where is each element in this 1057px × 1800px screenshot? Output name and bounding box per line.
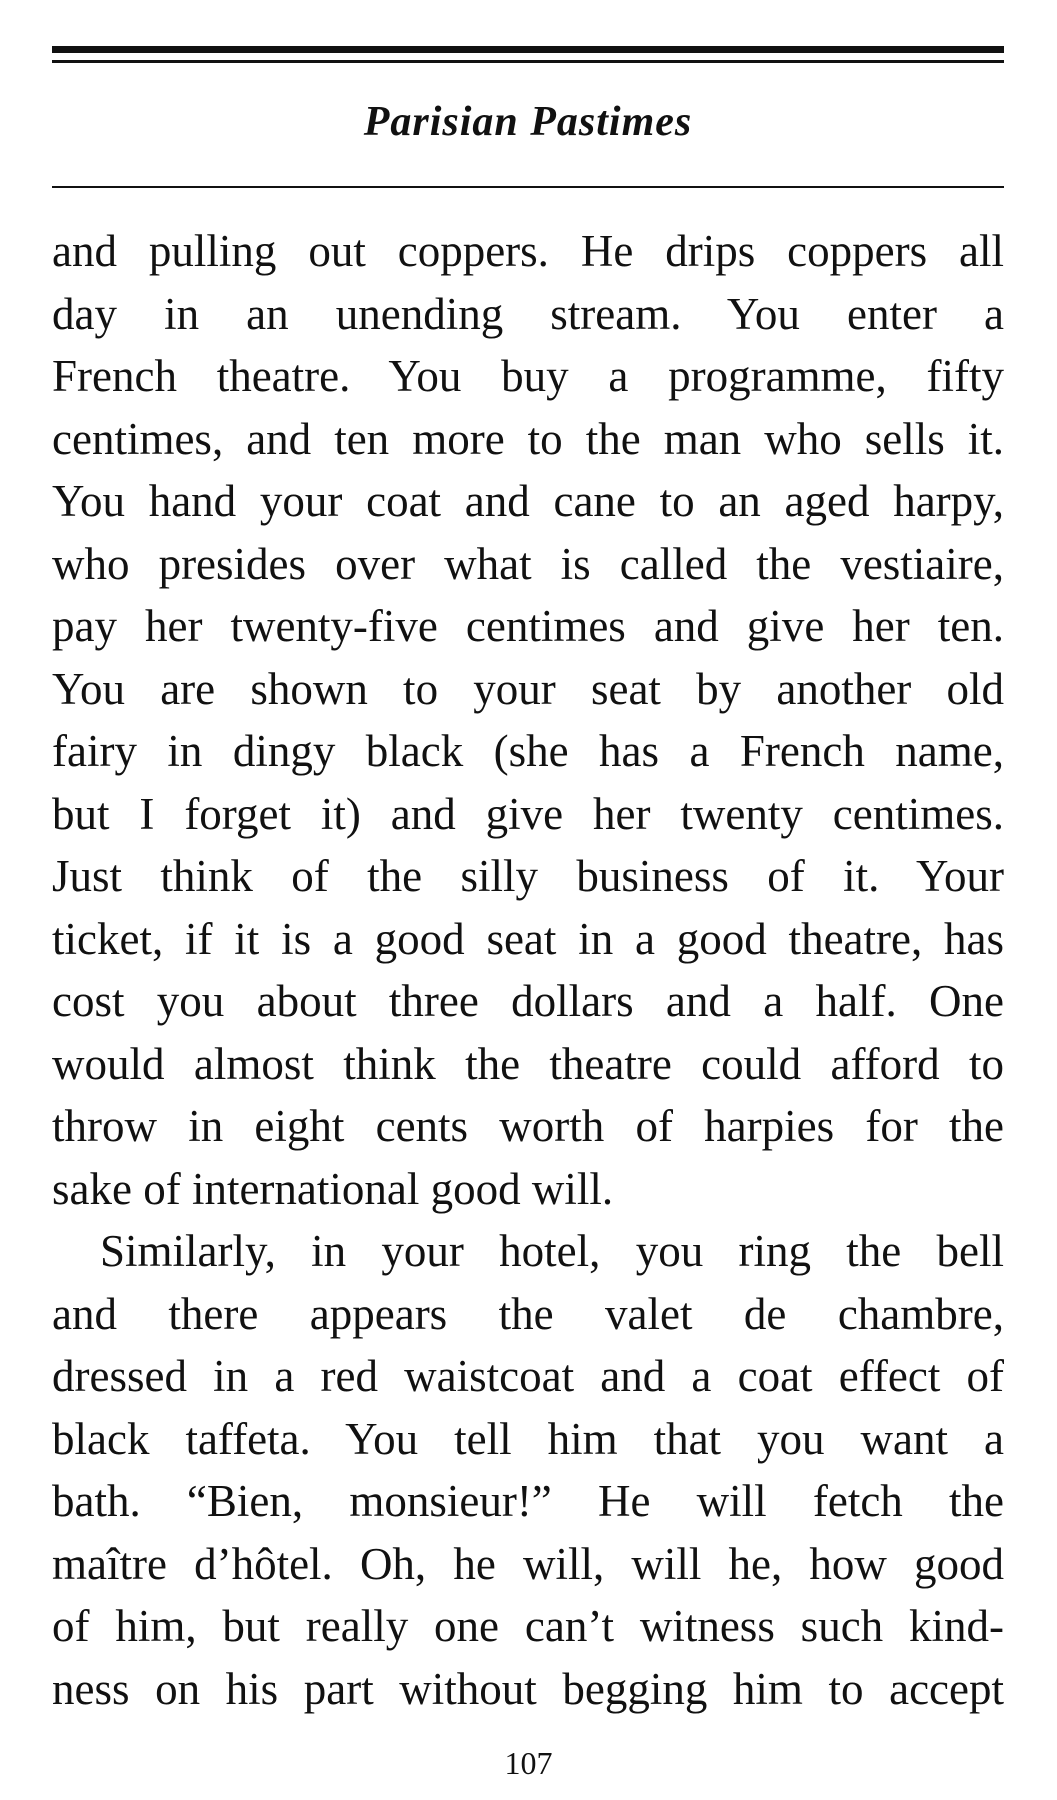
text-line: of him, but really one can’t witness such kind-: [52, 1601, 1004, 1651]
text-line: Just think of the silly business of it. Your: [52, 851, 1004, 901]
text-line: ticket, if it is a good seat in a good theatre, has: [52, 913, 1004, 964]
text-line: throw in eight cents worth of harpies for the: [52, 1101, 1004, 1151]
page-number: 107: [504, 1745, 553, 1781]
text-line: cost you about three dollars and a half. One: [52, 976, 1004, 1026]
text-line: fairy in dingy black (she has a French name,: [52, 726, 1004, 776]
body-text: [52, 220, 1004, 1720]
text-line: dressed in a red waistcoat and a coat effect of: [52, 1351, 1004, 1401]
text-line: maître d’hôtel. Oh, he will, will he, how good: [52, 1538, 1004, 1589]
text-line: French theatre. You buy a programme, fifty: [52, 351, 1004, 401]
text-line: bath. “Bien, monsieur!” He will fetch the: [52, 1476, 1004, 1526]
text-line: and there appears the valet de chambre,: [52, 1288, 1004, 1339]
top-rule-thin: [52, 60, 1004, 63]
text-line: pay her twenty-five centimes and give her ten.: [52, 601, 1004, 651]
text-line: sake of international good will.: [52, 1163, 614, 1214]
text-line: ness on his part without begging him to accept: [52, 1663, 1004, 1714]
header-rule: [52, 186, 1004, 188]
text-line: and pulling out coppers. He drips coppers all: [52, 226, 1004, 276]
text-line: day in an unending stream. You enter a: [52, 288, 1004, 339]
text-line: but I forget it) and give her twenty centimes.: [52, 788, 1004, 839]
text-line: who presides over what is called the vestiaire,: [52, 538, 1004, 589]
running-head: Parisian Pastimes: [363, 99, 693, 145]
text-line: You hand your coat and cane to an aged harpy,: [52, 476, 1004, 526]
text-line: would almost think the theatre could afford to: [52, 1038, 1004, 1089]
text-line: Similarly, in your hotel, you ring the bell: [100, 1226, 1004, 1276]
text-line: You are shown to your seat by another old: [52, 663, 1004, 714]
text-line: black taffeta. You tell him that you want a: [52, 1413, 1004, 1464]
text-line: centimes, and ten more to the man who sells it.: [52, 413, 1004, 464]
top-rule-thick: [52, 46, 1004, 53]
